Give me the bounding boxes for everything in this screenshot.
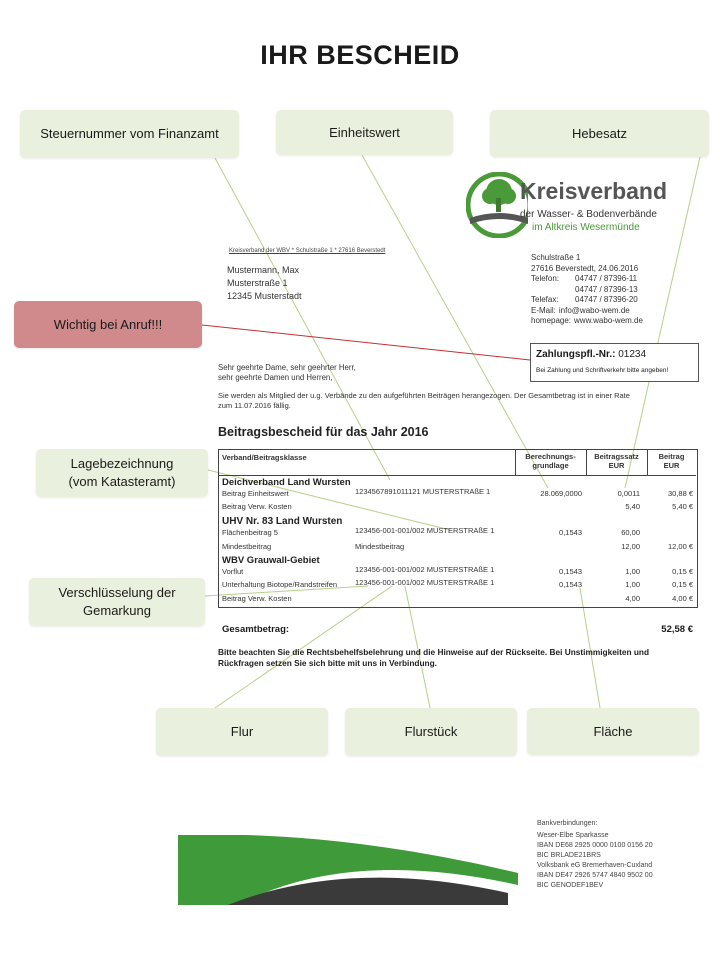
row-amount: 4,00 € <box>672 594 693 603</box>
row-amount: 0,15 € <box>672 580 693 589</box>
row-rate: 4,00 <box>625 594 640 603</box>
page-title: IHR BESCHEID <box>260 40 460 70</box>
row-detail: 123456-001-001/002 MUSTERSTRAßE 1 <box>355 526 495 535</box>
contact-label: E-Mail: <box>531 305 556 315</box>
logo-name: Kreisverband <box>520 178 668 204</box>
callout-gemarkung-line2: Gemarkung <box>83 603 151 618</box>
row-basis: 0,1543 <box>559 528 582 537</box>
th-grundlage <box>515 452 586 470</box>
row-amount: 0,15 € <box>672 567 693 576</box>
zahlungs-nr-row <box>536 349 646 360</box>
contact-value: www.wabo-wem.de <box>574 316 643 325</box>
callout-flur-label: Flur <box>230 724 254 740</box>
body-line: zum 11.07.2016 fällig. <box>218 401 291 410</box>
row-basis: 28.069,0000 <box>540 489 582 498</box>
table-header-divider <box>218 475 696 476</box>
logo-sub2: im Altkreis Wesermünde <box>532 222 640 233</box>
th-grundlage-line2: grundlage <box>532 461 569 470</box>
callout-flaeche-label: Fläche <box>593 723 633 739</box>
contact-label: homepage: <box>531 316 572 325</box>
row-amount: 12,00 € <box>667 542 693 551</box>
callout-steuernummer <box>20 110 239 158</box>
callout-gemarkung <box>29 578 205 626</box>
contact-value: 04747 / 87396-13 <box>575 284 638 294</box>
callout-lage-line2: (vom Katasteramt) <box>68 474 176 489</box>
row-rate: 5,40 <box>625 502 640 511</box>
row-amount: 30,88 € <box>667 489 693 498</box>
row-label: Beitrag Verw. Kosten <box>222 502 292 511</box>
row-amount: 5,40 € <box>672 502 693 511</box>
recipient-block <box>227 264 302 303</box>
bank-info <box>537 819 653 891</box>
row-basis: 0,1543 <box>559 567 582 576</box>
zahlungs-nr-box <box>530 343 699 382</box>
bank-line: IBAN DE47 2926 5747 4840 9502 00 <box>537 872 653 879</box>
contact-value: info@wabo-wem.de <box>558 305 630 315</box>
th-beitrag-line1: Beitrag <box>658 452 685 461</box>
recipient-line: Musterstraße 1 <box>227 278 288 288</box>
row-rate: 12,00 <box>621 542 640 551</box>
callout-flurstueck-label: Flurstück <box>404 724 458 740</box>
bank-heading: Bankverbindungen: <box>537 820 598 827</box>
zahlungs-nr-note: Bei Zahlung und Schriftverkehr bitte angeben! <box>536 367 669 374</box>
th-satz-line1: Beitragssatz <box>594 452 639 461</box>
th-verband: Verband/Beitragsklasse <box>222 453 307 462</box>
contact-value: 04747 / 87396-11 <box>575 274 638 283</box>
th-grundlage-line1: Berechnungs- <box>525 452 576 461</box>
footer-notice-line: Rückfragen setzen Sie sich bitte mit uns in Verbindung. <box>218 658 437 668</box>
total-value: 52,58 € <box>661 624 693 635</box>
callout-anruf <box>14 301 202 348</box>
row-label: Flächenbeitrag 5 <box>222 528 278 537</box>
bank-line: Volksbank eG Bremerhaven-Cuxland <box>537 862 653 869</box>
row-rate: 1,00 <box>625 580 640 589</box>
body-line: Sie werden als Mitglied der u.g. Verbände zu den aufgeführten Beiträgen herangezogen. Der Gesamtbetrag ist in einer Rate <box>218 391 630 400</box>
greeting <box>218 363 356 383</box>
callout-hebesatz <box>490 110 709 157</box>
callout-hebesatz-label: Hebesatz <box>572 125 627 141</box>
bank-line: IBAN DE68 2925 0000 0100 0156 20 <box>537 842 653 849</box>
bank-line: BIC BRLADE21BRS <box>537 852 601 859</box>
row-detail: 123456-001-001/002 MUSTERSTRAßE 1 <box>355 578 495 587</box>
zahlungs-nr-value: 01234 <box>618 349 647 360</box>
address-line: Schulstraße 1 <box>531 253 581 262</box>
row-detail: 1234567891011121 MUSTERSTRAßE 1 <box>355 487 491 496</box>
bank-line: Weser-Elbe Sparkasse <box>537 832 609 839</box>
recipient-line: 12345 Musterstadt <box>227 291 302 301</box>
row-label: Mindestbeitrag <box>222 542 272 551</box>
th-satz-line2: EUR <box>608 461 625 470</box>
contact-label: Telefax: <box>531 295 559 304</box>
line-anruf <box>202 325 530 360</box>
tree-logo-icon <box>466 172 528 238</box>
footer-notice <box>218 647 649 669</box>
bescheid-heading: Beitragsbescheid für das Jahr 2016 <box>218 425 429 439</box>
greeting-line: sehr geehrte Damen und Herren, <box>218 373 333 382</box>
callout-anruf-label: Wichtig bei Anruf!!! <box>53 316 163 332</box>
contact-value: 04747 / 87396-20 <box>575 295 638 304</box>
greeting-line: Sehr geehrte Dame, sehr geehrter Herr, <box>218 363 356 372</box>
callout-flurstueck <box>345 708 517 756</box>
row-rate: 1,00 <box>625 567 640 576</box>
callout-steuernummer-label: Steuernummer vom Finanzamt <box>40 126 219 142</box>
zahlungs-nr-label: Zahlungspfl.-Nr.: <box>536 349 616 360</box>
row-basis: 0,1543 <box>559 580 582 589</box>
address-line: 27616 Beverstedt, 24.06.2016 <box>531 263 639 273</box>
sender-line: Kreisverband der WBV * Schulstraße 1 * 27616 Beverstedt <box>229 248 386 254</box>
body-text <box>218 391 630 411</box>
callout-flaeche <box>527 708 699 755</box>
row-label: Beitrag Verw. Kosten <box>222 594 292 603</box>
row-rate: 0,0011 <box>617 489 640 498</box>
group-name: UHV Nr. 83 Land Wursten <box>222 516 343 527</box>
th-beitrag <box>647 452 696 470</box>
callout-flur <box>156 708 328 756</box>
group-name: Deichverband Land Wursten <box>222 477 351 488</box>
logo-sub1: der Wasser- & Bodenverbände <box>520 209 657 220</box>
logo <box>466 172 666 242</box>
recipient-line: Mustermann, Max <box>227 265 300 275</box>
row-label: Unterhaltung Biotope/Randstreifen <box>222 580 338 589</box>
callout-lagebezeichnung <box>36 449 208 497</box>
total-label: Gesamtbetrag: <box>222 624 290 635</box>
callout-einheitswert <box>276 110 453 155</box>
th-beitrag-line2: EUR <box>663 461 680 470</box>
contact-label: Telefon: <box>531 274 560 283</box>
callout-einheitswert-label: Einheitswert <box>329 124 400 140</box>
footer-swoosh <box>178 835 518 905</box>
group-name: WBV Grauwall-Gebiet <box>222 555 320 566</box>
address-block <box>531 253 643 327</box>
row-detail: 123456-001-001/002 MUSTERSTRAßE 1 <box>355 565 495 574</box>
bank-line: BIC GENODEF1BEV <box>537 882 604 889</box>
row-label: Vorflut <box>222 567 244 576</box>
contact-label <box>531 285 569 296</box>
th-satz <box>586 452 647 470</box>
callout-lage-line1: Lagebezeichnung <box>70 456 174 472</box>
row-detail: Mindestbeitrag <box>355 542 405 551</box>
row-rate: 60,00 <box>621 528 640 537</box>
callout-gemarkung-line1: Verschlüsselung der <box>58 585 176 601</box>
footer-notice-line: Bitte beachten Sie die Rechtsbehelfsbelehrung und die Hinweise auf der Rückseite. Bei Unstimmigkeiten und <box>218 647 650 657</box>
row-label: Beitrag Einheitswert <box>222 489 289 498</box>
